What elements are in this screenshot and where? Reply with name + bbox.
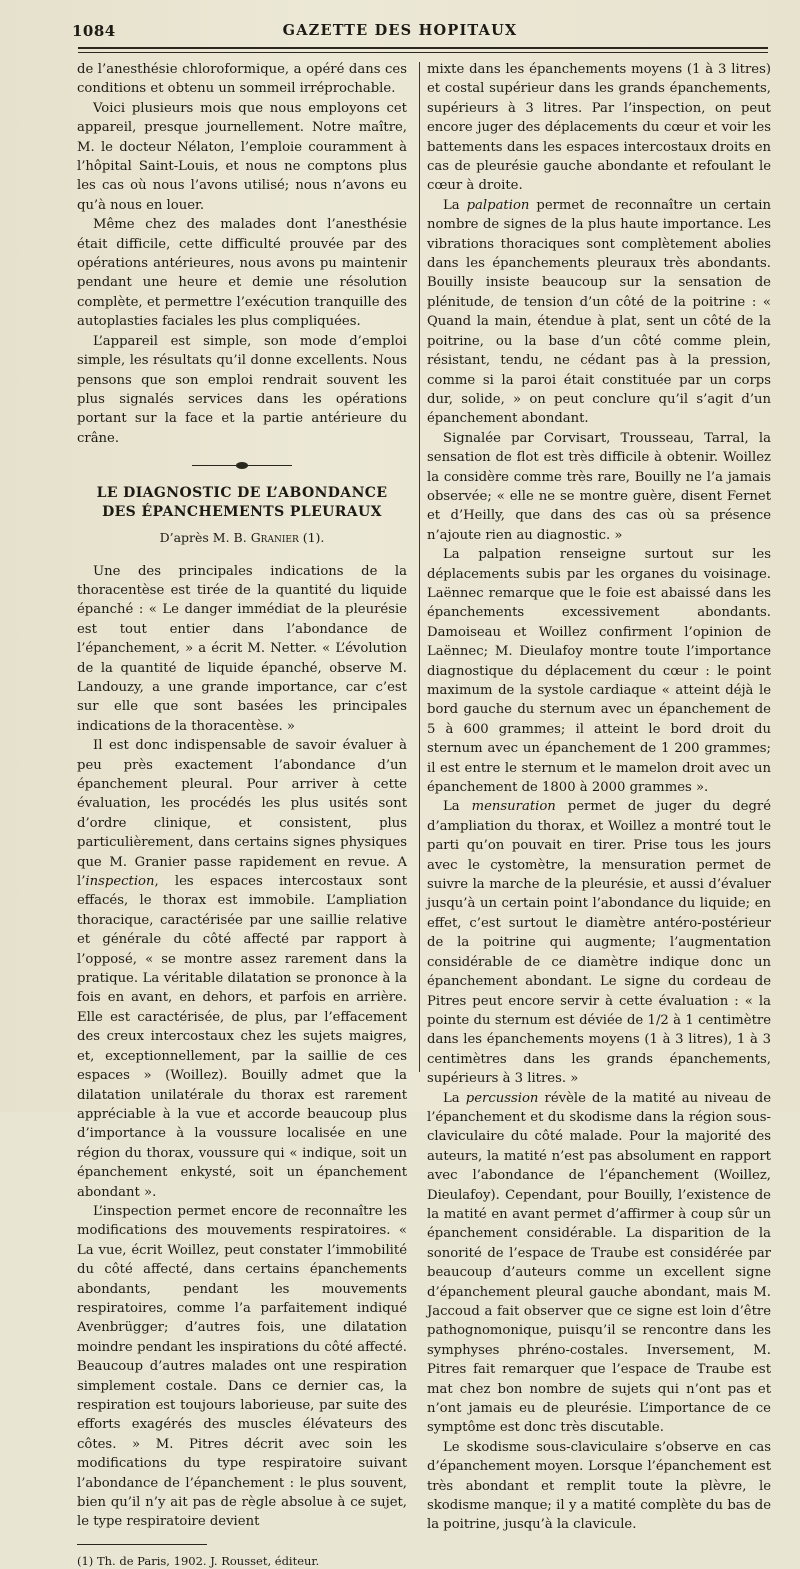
footnote: (1) Th. de Paris, 1902. J. Rousset, éditeur. [77, 1553, 320, 1568]
emphasis: mensuration [471, 799, 556, 815]
left-column [77, 60, 407, 1569]
section-ornament [192, 460, 292, 472]
paragraph: Le skodisme sous-claviculaire s’observe en cas d’épanchement moyen. Lorsque l’épanchement est très abondant et remplit toute la plèvre, le skodisme manque; il y a matité complète du bas de la poitrine, jusqu’à la clavicule. [427, 1439, 771, 1533]
paragraph: La palpation renseigne surtout sur les déplacements subis par les organes du voisinage. Laënnec remarque que le foie est abaissé dans les épanchements excessivement abondants. Damoiseau et Woillez confirment l’opinion de Laënnec; M. Dieulafoy montre toute l’importance diagnostique du déplacement du cœur : le point maximum de la systole cardiaque « atteint déjà le bord gauche du sternum avec un épanchement de 5 à 600 grammes; il atteint le bord droit du sternum avec un épanchement de 1 200 grammes; il est entre le sternum et le mamelon droit avec un épanchement de 1800 à 2000 grammes ». [427, 547, 771, 796]
paragraph: L’appareil est simple, son mode d’emploi simple, les résultats qu’il donne excellents. Nous pensons que son emploi rendrait souvent les plus signalés services dans les opérations portant sur la face et la partie antérieure du crâne. [77, 333, 407, 446]
paragraph: L’inspection permet encore de reconnaître les modifications des mouvements respiratoires. « La vue, écrit Woillez, peut constater l’immobilité du côté affecté, dans certains épanchements abondants, pendant les mouvements respiratoires, comme l’a parfaitement indiqué Avenbrügger; d’autres fois, une dilatation moindre pendant les inspirations du côté affecté. Beaucoup d’autres malades ont une respiration simplement costale. Dans ce dernier cas, la respiration est toujours laborieuse, par suite des efforts exagérés des muscles élévateurs des côtes. » M. Pitres décrit avec soin les modifications du type respiratoire suivant l’abondance de l’épanchement : le plus souvent, bien qu’il n’y ait pas de règle absolue à ce sujet, le type respiratoire devient [77, 1203, 407, 1530]
right-column [427, 60, 771, 1535]
paragraph: Signalée par Corvisart, Trousseau, Tarral, la sensation de flot est très difficile à obtenir. Woillez la considère comme très rare, Bouilly ne l’a jamais observée; « elle ne se montre guère, disent Fernet et d’Heilly, que dans des cas où sa présence n’ajoute rien au diagnostic. » [427, 430, 771, 543]
byline-prefix: D’après M. B. [159, 530, 251, 546]
paragraph: de l’anesthésie chloroformique, a opéré dans ces conditions et obtenu un sommeil irréprochable. [77, 62, 407, 97]
emphasis: percussion [465, 1090, 539, 1106]
paragraph: mixte dans les épanchements moyens (1 à 3 litres) et costal supérieur dans les grands épanchements, supérieurs à 3 litres. Par l’inspection, on peut encore juger des déplacements du cœur et voir les battements dans les espaces intercostaux droits en cas de pleurésie gauche abondante et refoulant le cœur à droite. [427, 62, 771, 194]
article-byline [77, 528, 407, 547]
header-rule [78, 47, 768, 49]
emphasis: palpation [466, 197, 530, 213]
paragraph: La palpation permet de reconnaître un certain nombre de signes de la plus haute importance. Les vibrations thoraciques sont complètement abolies dans les épanchements pleuraux très abondants. Bouilly insiste beaucoup sur la sensation de plénitude, de tension d’un côté de la poitrine : « Quand la main, étendue à plat, sent un côté de la poitrine, ou la base d’un côté comme plein, résistant, tendu, ne cédant pas à la pression, comme si la paroi était constituée par un corps dur, solide, » on peut conclure qu’il s’agit d’un épanchement abondant. [427, 197, 771, 427]
paragraph: La mensuration permet de juger du degré d’ampliation du thorax, et Woillez a montré tout le parti qu’on pouvait en tirer. Prise tous les jours avec le cystomètre, la mensuration permet de suivre la marche de la pleurésie, et aussi d’évaluer jusqu’à un certain point l’abondance du liquide; en effet, c’est surtout le diamètre antéro-postérieur de la poitrine qui augmente; l’augmentation considérable de ce diamètre indique donc un épanchement abondant. Le signe du cordeau de Pitres peut encore servir à cette évaluation : « la pointe du sternum est déviée de 1/2 à 1 centimètre dans les épanchements moyens (1 à 3 litres), 1 à 3 centimètres dans les grands épanchements, supérieurs à 3 litres. » [427, 799, 771, 1087]
page-number: 1084 [72, 22, 116, 40]
paragraph: La percussion révèle de la matité au niveau de l’épanchement et du skodisme dans la région sous-claviculaire du côté malade. Pour la majorité des auteurs, la matité n’est pas absolument en rapport avec l’abondance de l’épanchement (Woillez, Dieulafoy). Cependant, pour Bouilly, l’existence de la matité en avant permet d’affirmer à coup sûr un épanchement considérable. La disparition de la sonorité de l’espace de Traube est considérée par beaucoup d’auteurs comme un excellent signe d’épanchement pleural gauche abondant, mais M. Jaccoud a fait observer que ce signe est loin d’être pathognomonique, puisqu’il se rencontre dans les symphyses phréno-costales. Inversement, M. Pitres fait remarquer que l’espace de Traube est mat chez bon nombre de sujets qui n’ont pas et n’ont jamais eu de pleurésie. L’importance de ce symptôme est donc très discutable. [427, 1090, 772, 1436]
paragraph: Même chez des malades dont l’anesthésie était difficile, cette difficulté prouvée par des opérations antérieures, nous avons pu maintenir pendant une heure et demie une résolution complète, et permettre l’exécution tranquille des autoplasties faciales les plus compliquées. [77, 217, 407, 330]
paragraph: Une des principales indications de la thoracentèse est tirée de la quantité du liquide épanché : « Le danger immédiat de la pleurésie est tout entier dans l’abondance de l’épanchement, » a écrit M. Netter. « L’évolution de la quantité de liquide épanché, observe M. Landouzy, a une grande importance, car c’est sur elle que sont basées les principales indications de la thoracentèse. » [77, 563, 407, 734]
footnote-rule [77, 1544, 207, 1545]
byline-suffix: (1). [298, 530, 325, 546]
journal-title: GAZETTE DES HOPITAUX [282, 22, 518, 39]
byline-author: Granier [250, 530, 299, 546]
paragraph: Il est donc indispensable de savoir évaluer à peu près exactement l’abondance d’un épanchement pleural. Pour arriver à cette évaluation, les procédés les plus usités sont d’ordre clinique, et consistent, plus particulièrement, dans certains signes physiques que M. Granier passe rapidement en revue. A l’inspection, les espaces intercostaux sont effacés, le thorax est immobile. L’ampliation thoracique, caractérisée par une saillie relative et générale du côté affecté par rapport à l’opposé, « se montre assez rarement dans la pratique. La véritable dilatation se prononce à la fois en avant, en dehors, et parfois en arrière. Elle est caractérisée, de plus, par l’effacement des creux intercostaux chez les sujets maigres, et, exceptionnellement, par la saillie de ces espaces » (Woillez). Bouilly admet que la dilatation unilatérale du thorax est rarement appréciable à la vue et accorde beaucoup plus d’importance à la voussure localisée en une région du thorax, voussure qui « indique, soit un épanchement enkysté, soit un épanchement abondant ». [77, 738, 407, 1200]
article-title: LE DIAGNOSTIC DE L’ABONDANCE DES ÉPANCHEMENTS PLEURAUX [96, 485, 388, 521]
header-rule-thin [78, 52, 768, 53]
paragraph: Voici plusieurs mois que nous employons cet appareil, presque journellement. Notre maître, M. le docteur Nélaton, l’emploie couramment à l’hôpital Saint-Louis, et nous ne comptons plus les cas où nous l’avons utilisé; nous n’avons eu qu’à nous en louer. [77, 100, 407, 213]
column-divider [419, 62, 420, 1072]
emphasis: inspection [85, 874, 155, 890]
